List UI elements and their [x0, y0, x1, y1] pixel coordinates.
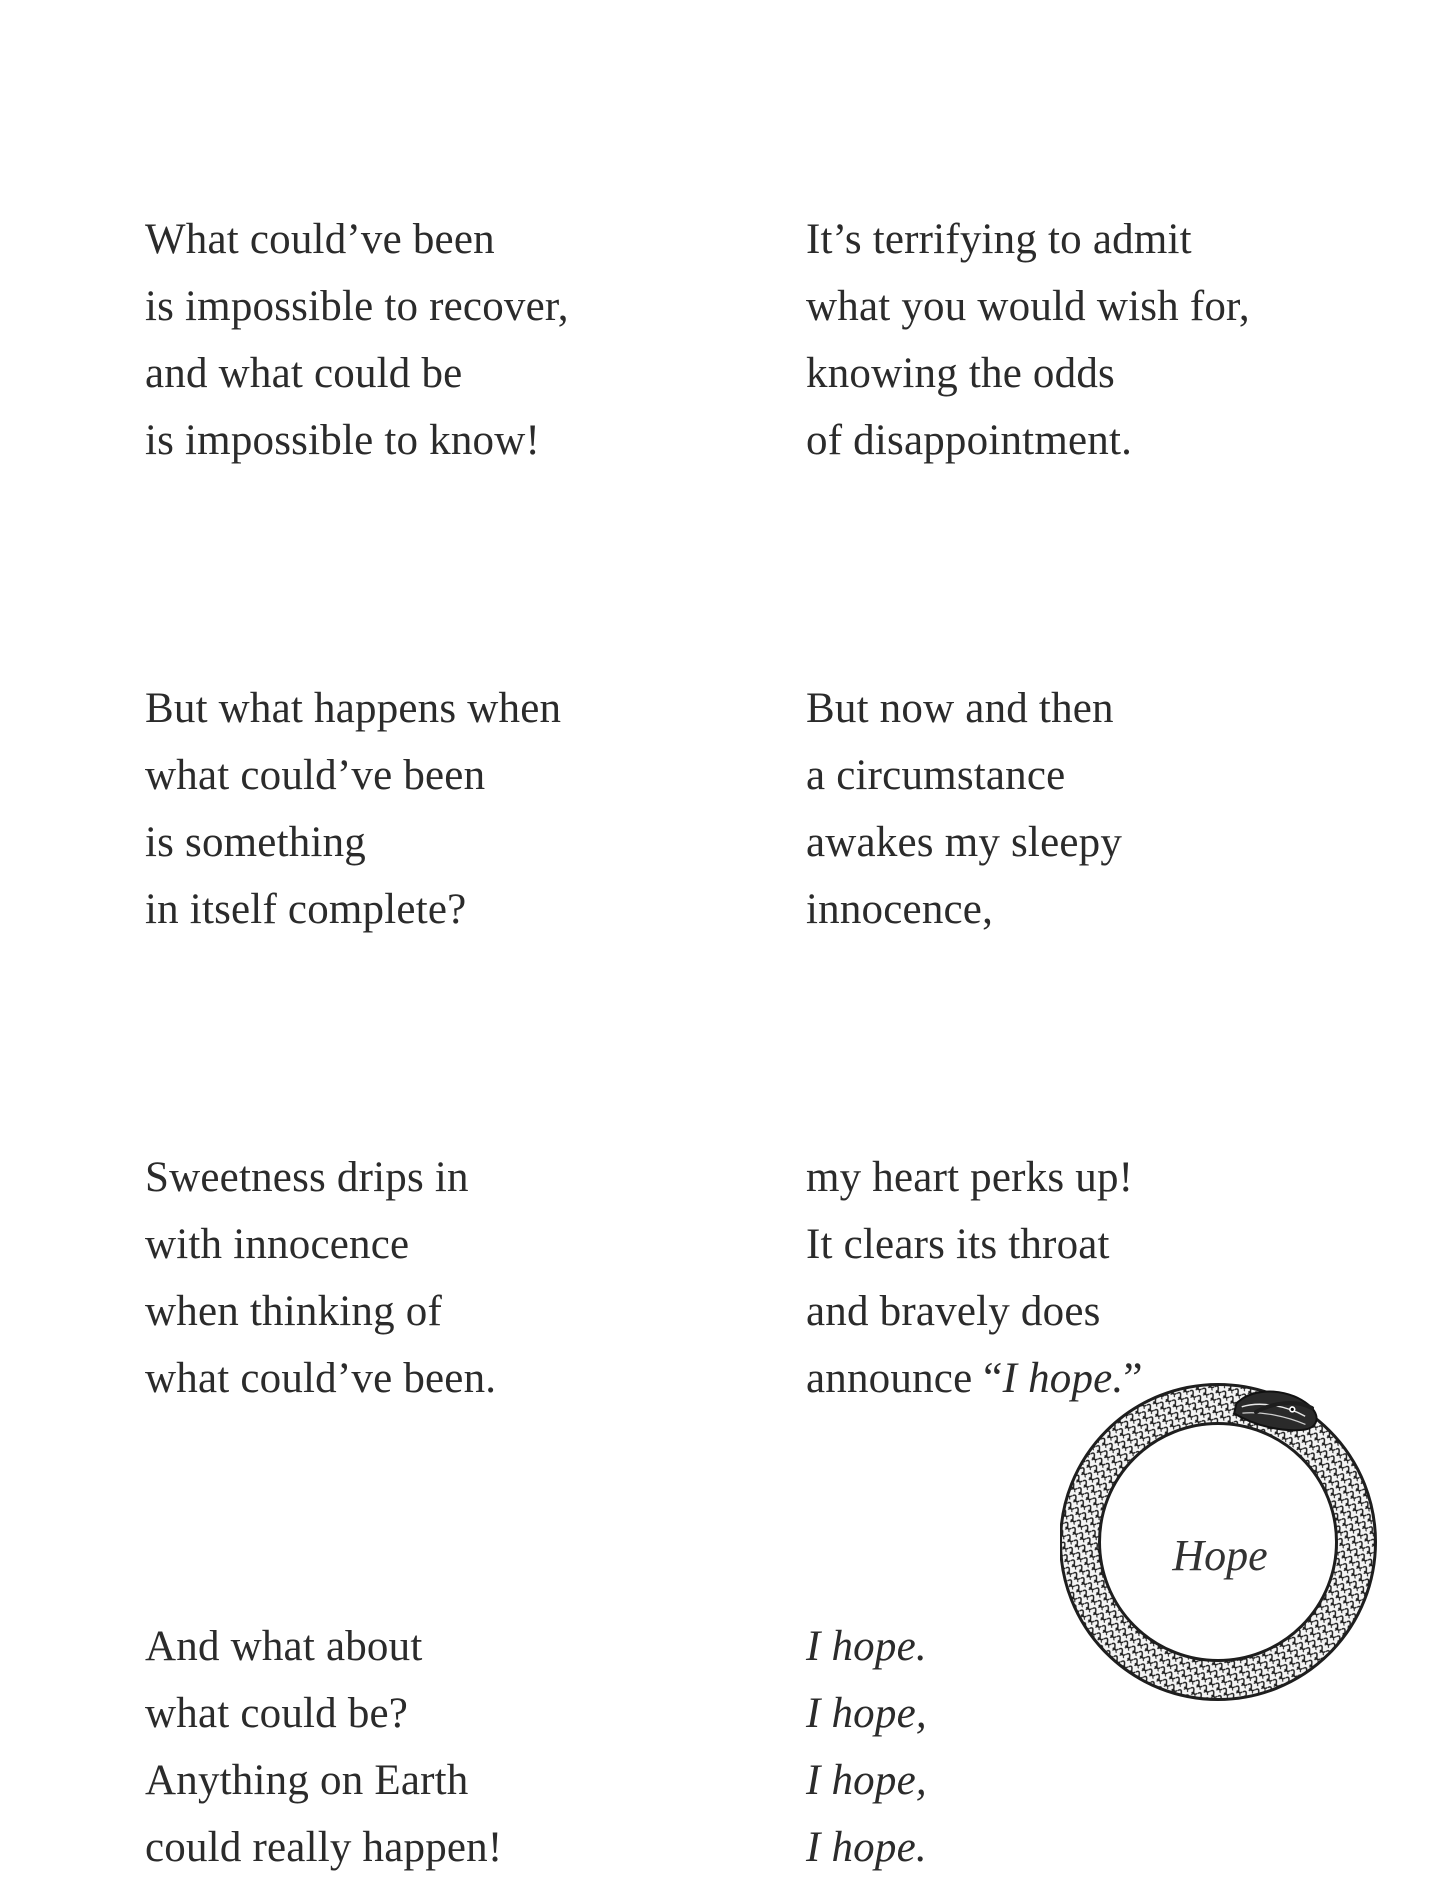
poem-line: innocence,	[806, 886, 994, 933]
poem-line: Sweetness drips in	[145, 1154, 469, 1201]
poem-line: But now and then	[806, 685, 1114, 732]
poem-line: what could be?	[145, 1690, 409, 1737]
poem-line: what could’ve been	[145, 752, 486, 799]
stanza	[145, 675, 705, 943]
poem-line: is impossible to know!	[145, 417, 540, 464]
poem-line: my heart perks up!	[806, 1154, 1134, 1201]
poem-line: I hope,	[806, 1690, 927, 1737]
poem-line: in itself complete?	[145, 886, 467, 933]
poem-line: And what about	[145, 1623, 423, 1670]
poem-line: Anything on Earth	[145, 1757, 469, 1804]
poem-line: a circumstance	[806, 752, 1066, 799]
poem-line: is something	[145, 819, 366, 866]
stanza	[806, 206, 1366, 474]
poem-line: knowing the odds	[806, 350, 1115, 397]
stanza	[145, 1144, 705, 1412]
poem-line: But what happens when	[145, 685, 562, 732]
poem-line: of disappointment.	[806, 417, 1133, 464]
poem-line: It clears its throat	[806, 1221, 1110, 1268]
poem-line: and bravely does	[806, 1288, 1101, 1335]
poem-line: is impossible to recover,	[145, 283, 569, 330]
announce-quote: I hope.	[1002, 1355, 1124, 1402]
poem-line: It’s terrifying to admit	[806, 216, 1192, 263]
poem-line: I hope,	[806, 1757, 927, 1804]
poem-line: and what could be	[145, 350, 463, 397]
emblem-label: Hope	[1172, 1531, 1268, 1580]
poem-line: I hope.	[806, 1623, 927, 1670]
stanza	[806, 675, 1366, 943]
poem-line: what you would wish for,	[806, 283, 1250, 330]
poem-line: what could’ve been.	[145, 1355, 497, 1402]
announce-close-quote: ”	[1123, 1355, 1143, 1402]
poem-line: awakes my sleepy	[806, 819, 1123, 866]
poem-line: with innocence	[145, 1221, 410, 1268]
poem-line: when thinking of	[145, 1288, 442, 1335]
stanza	[145, 206, 705, 474]
stanza	[145, 1613, 705, 1881]
announce-text: announce “	[806, 1355, 1003, 1402]
ouroboros-emblem	[1060, 1372, 1380, 1712]
poem-line: What could’ve been	[145, 216, 495, 263]
poem-line: I hope.	[806, 1824, 927, 1871]
poem-left-column	[145, 206, 705, 1881]
poem-line: could really happen!	[145, 1824, 503, 1871]
